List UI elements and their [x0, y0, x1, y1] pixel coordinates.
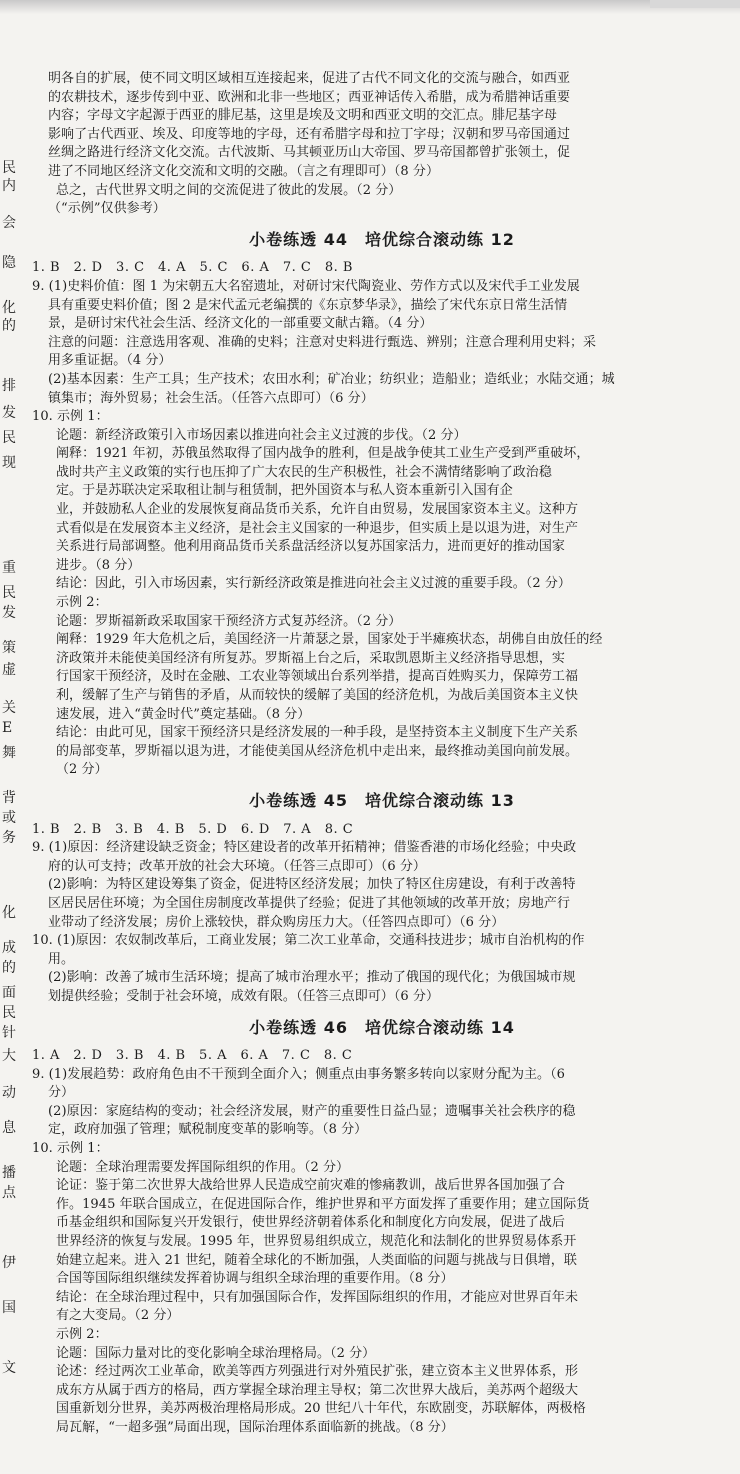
intro-line: 的农耕技术，逐步传到中亚、欧洲和北非一些地区；西亚神话传入希腊，成为希腊神话重要: [48, 89, 571, 105]
answer-line: 作。1945 年联合国成立，在促进国际合作，维护世界和平方面发挥了重要作用；建立国际货: [56, 1196, 590, 1212]
margin-char: 民: [2, 430, 16, 446]
answer-line: 币基金组织和国际复兴开发银行，使世界经济朝着体系化和制度化方向发展，促进了战后: [56, 1215, 565, 1231]
answer-line: 9. (1)发展趋势：政府角色由不干预到全面介入；侧重点由事务繁多转向以家财分配为主。（6: [32, 1066, 565, 1082]
answer-line: 示例 2：: [56, 1327, 108, 1342]
margin-char: 现: [2, 455, 16, 471]
answer-line: 定，政府加强了管理；赋税制度变革的影响等。（8 分）: [48, 1122, 368, 1138]
margin-char: 针: [2, 1025, 16, 1041]
answer-line: 阐释：1929 年大危机之后，美国经济一片萧瑟之景，国家处于半瘫痪状态，胡佛自由放任的经: [56, 632, 603, 648]
margin-char: 国: [2, 1300, 16, 1316]
margin-char: 点: [2, 1185, 16, 1201]
answer-line: 利，缓解了生产与销售的矛盾，从而较快的缓解了美国的经济危机，为战后美国资本主义快: [56, 688, 579, 703]
scan-top-mark: [650, 0, 740, 8]
answer-line: 10. 示例 1：: [32, 409, 109, 425]
intro-block: [32, 70, 732, 219]
answer-line: (2)基本因素：生产工具；生产技术；农田水利；矿冶业；纺织业；造船业；造纸业；水陆交通；城: [48, 371, 615, 387]
margin-char: 务: [2, 830, 16, 846]
answer-line: 分）: [48, 1085, 75, 1101]
answer-line: 始建立起来。进入 21 世纪，随着全球化的不断加强，人类面临的问题与挑战与日俱增，联: [56, 1252, 577, 1268]
answer-line: 具有重要史料价值；图 2 是宋代孟元老编撰的《东京梦华录》，描绘了宋代东京日常生活情: [48, 297, 568, 313]
answer-line: 国重新划分世界，美苏两极治理格局形成。20 世纪八十年代，东欧剧变，苏联解体，两极格: [56, 1401, 586, 1417]
margin-char: 内: [2, 178, 16, 194]
margin-char: 或: [2, 810, 16, 826]
margin-char: 发: [2, 605, 16, 621]
answer-line: 示例 2：: [56, 595, 108, 611]
margin-char: 民: [2, 1005, 16, 1021]
section-title: 小卷练透 46 培优综合滚动练 14: [249, 1017, 515, 1037]
margin-char: 舞: [2, 745, 16, 761]
answer-line: (2)原因：家庭结构的变动；社会经济发展，财产的重要性日益凸显；遗嘱事关社会秩序的稳: [48, 1103, 576, 1119]
margin-char: 排: [2, 378, 16, 394]
answer-line: 10. 示例 1：: [32, 1141, 109, 1157]
exercise-section: [32, 792, 732, 1007]
section-title: 小卷练透 45 培优综合滚动练 13: [249, 790, 515, 810]
answer-line: 景，是研讨宋代社会生活、经济文化的一部重要文献古籍。（4 分）: [48, 316, 433, 332]
answer-line: 速发展，进入“黄金时代”奠定基础。（8 分）: [56, 706, 311, 722]
margin-char: 发: [2, 405, 16, 421]
answer-line: 结论：在全球治理过程中，只有加强国际合作，发挥国际组织的作用，才能应对世界百年未: [56, 1289, 579, 1305]
answer-line: 世界经济的恢复与发展。1995 年，世界贸易组织成立，规范化和法制化的世界贸易体系开: [56, 1234, 577, 1250]
answer-line: 局瓦解，“一超多强”局面出现，国际治理体系面临新的挑战。（8 分）: [56, 1419, 454, 1435]
intro-line: 丝绸之路进行经济文化交流。古代波斯、马其顿亚历山大帝国、罗马帝国都曾扩张领土，促: [48, 145, 571, 161]
answer-line: 结论：由此可见，国家干预经济只是经济发展的一种手段，是坚持资本主义制度下生产关系: [56, 725, 579, 741]
margin-char: 策: [2, 640, 16, 656]
answer-line: 论题：罗斯福新政采取国家干预经济方式复苏经济。（2 分）: [56, 613, 402, 629]
answer-line: 10. (1)原因：农奴制改革后，工商业发展；第二次工业革命，交通科技进步；城市自治机构的作: [32, 933, 585, 949]
intro-line: 内容；字母文字起源于西亚的腓尼基，这里是埃及文明和西亚文明的交汇点。腓尼基字母: [48, 108, 557, 124]
left-margin-bleedthrough: [0, 0, 30, 1474]
answer-page: [32, 70, 732, 1438]
margin-char: 息: [2, 1120, 16, 1136]
margin-char: 民: [2, 585, 16, 601]
exercise-section: [32, 1019, 732, 1438]
intro-line: 明各自的扩展，使不同文明区域相互连接起来，促进了古代不同文化的交流与融合，如西亚: [48, 71, 571, 86]
answer-line: 注意的问题：注意选用客观、准确的史料；注意对史料进行甄选、辨别；注意合理利用史料；采: [48, 334, 597, 350]
margin-char: 化: [2, 905, 16, 921]
answer-line: 业，并鼓励私人企业的发展恢复商品货币关系，允许自由贸易，发展国家资本主义。这种方: [56, 502, 579, 518]
margin-char: 会: [2, 215, 16, 231]
answer-line: 论题：全球治理需要发挥国际组织的作用。（2 分）: [56, 1159, 350, 1175]
answer-line: 战时共产主义政策的实行也压抑了广大农民的生产积极性，社会不满情绪影响了政治稳: [56, 464, 552, 480]
choice-answers: 1. B 2. B 3. B 4. B 5. D 6. D 7. A 8. C: [32, 821, 354, 837]
answer-line: 有之大变局。（2 分）: [56, 1308, 180, 1324]
intro-line: 总之，古代世界文明之间的交流促进了彼此的发展。（2 分）: [56, 182, 402, 198]
answer-line: 结论：因此，引入市场因素，实行新经济政策是推进向社会主义过渡的重要手段。（2 分）: [56, 576, 571, 592]
answer-line: 用多重证据。（4 分）: [48, 353, 172, 369]
margin-char: 的: [2, 960, 16, 976]
margin-char: 成: [2, 940, 16, 956]
answer-line: 镇集市；海外贸易；社会生活。（任答六点即可）（6 分）: [48, 390, 374, 406]
answer-line: (2)影响：为特区建设筹集了资金，促进特区经济发展；加快了特区住房建设，有利于改善特: [48, 877, 576, 893]
margin-char: 面: [2, 985, 16, 1001]
intro-line: （“示例”仅供参考）: [48, 201, 166, 217]
answer-line: 论述：经过两次工业革命，欧美等西方列强进行对外殖民扩张，建立资本主义世界体系，形: [56, 1364, 579, 1380]
answer-line: 进步。（8 分）: [56, 557, 141, 573]
answer-line: 论证：鉴于第二次世界大战给世界人民造成空前灾难的惨痛教训，战后世界各国加强了合: [56, 1178, 565, 1194]
answer-line: （2 分）: [56, 762, 108, 778]
answer-line: 论题：新经济政策引入市场因素以推进向社会主义过渡的步伐。（2 分）: [56, 427, 467, 443]
answer-line: 合国等国际组织继续发挥着协调与组织全球治理的重要作用。（8 分）: [56, 1271, 454, 1287]
margin-char: 大: [2, 1048, 16, 1064]
margin-char: 隐: [2, 255, 16, 271]
exercise-section: [32, 231, 732, 780]
answer-line: 式看似是在发展资本主义经济，是社会主义国家的一种退步，但实质上是以退为进，对生产: [56, 520, 579, 536]
margin-char: 文: [2, 1360, 16, 1376]
answer-line: 成东方从属于西方的格局，西方掌握全球治理主导权；第二次世界大战后，美苏两个超级大: [56, 1382, 579, 1398]
answer-line: 府的认可支持；改革开放的社会大环境。（任答三点即可）（6 分）: [48, 858, 426, 874]
margin-char: 关: [2, 700, 16, 716]
margin-char: 背: [2, 790, 16, 806]
margin-char: 播: [2, 1165, 16, 1181]
answer-line: 论题：国际力量对比的变化影响全球治理格局。（2 分）: [56, 1345, 376, 1361]
answer-line: 行国家干预经济，及时在金融、工农业等领域出台系列举措，提高百姓购买力，保障劳工福: [56, 669, 579, 685]
margin-char: 的: [2, 318, 16, 334]
margin-char: 伊: [2, 1255, 16, 1271]
intro-line: 影响了古代西亚、埃及、印度等地的字母，还有希腊字母和拉丁字母；汉朝和罗马帝国通过: [48, 126, 571, 142]
section-title: 小卷练透 44 培优综合滚动练 12: [249, 229, 515, 249]
margin-char: 虚: [2, 662, 16, 678]
answer-line: 济政策并未能使美国经济有所复苏。罗斯福上台之后，采取凯恩斯主义经济指导思想，实: [56, 650, 565, 666]
answer-line: 阐释：1921 年初，苏俄虽然取得了国内战争的胜利，但是战争使其工业生产受到严重破坏，: [56, 446, 590, 462]
answer-line: 9. (1)史料价值：图 1 为宋朝五大名窑遗址，对研讨宋代陶瓷业、劳作方式以及宋代手工业发展: [32, 278, 580, 294]
choice-answers: 1. B 2. D 3. C 4. A 5. C 6. A 7. C 8. B: [32, 260, 353, 276]
answer-line: 关系进行局部调整。他利用商品货币关系盘活经济以复苏国家活力，进而更好的推动国家: [56, 539, 565, 555]
answer-line: 的局部变革，罗斯福以退为进，才能使美国从经济危机中走出来，最终推动美国向前发展。: [56, 743, 579, 759]
margin-char: 化: [2, 300, 16, 316]
intro-line: 进了不同地区经济文化交流和文明的交融。（言之有理即可）（8 分）: [48, 163, 440, 179]
scan-top-shadow: [0, 0, 740, 14]
answer-line: 业带动了经济发展；房价上涨较快，群众购房压力大。（任答四点即可）（6 分）: [48, 914, 505, 930]
answer-line: 划提供经验；受制于社会环境，成效有限。（任答三点即可）（6 分）: [48, 988, 440, 1004]
answer-line: 区居民居住环境；为全国住房制度改革提供了经验；促进了其他领域的改革开放；房地产行: [48, 895, 571, 911]
answer-line: 定。于是苏联决定采取租让制与租赁制，把外国资本与私人资本重新引入国有企: [56, 483, 513, 499]
margin-char: 动: [2, 1085, 16, 1101]
margin-char: 重: [2, 560, 16, 576]
margin-char: E: [2, 720, 13, 736]
answer-line: (2)影响：改善了城市生活环境；提高了城市治理水平；推动了俄国的现代化；为俄国城市规: [48, 970, 576, 986]
answer-line: 9. (1)原因：经济建设缺乏资金；特区建设者的改革开拓精神；借鉴香港的市场化经验；中央政: [32, 840, 577, 856]
margin-char: 民: [2, 160, 16, 176]
choice-answers: 1. A 2. D 3. B 4. B 5. A 6. A 7. C 8. C: [32, 1048, 353, 1064]
answer-line: 用。: [48, 951, 75, 967]
